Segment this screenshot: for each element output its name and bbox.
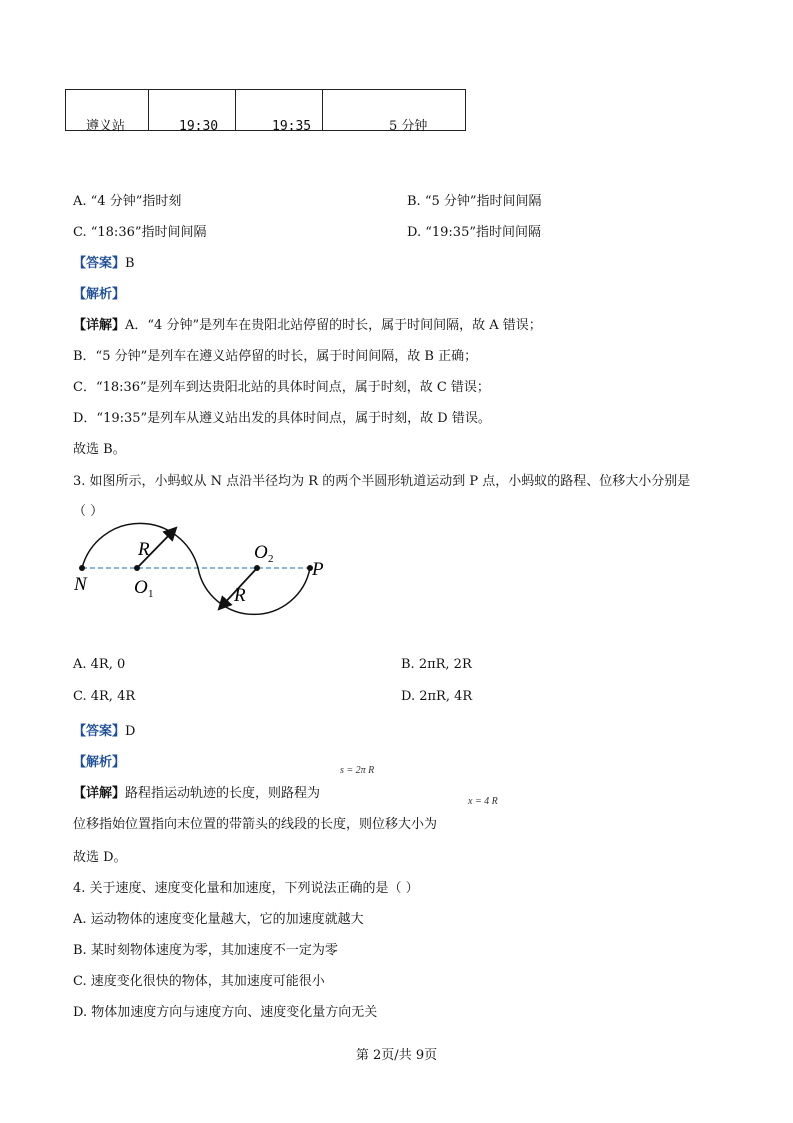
table-cell [323, 90, 465, 134]
q4-option-d: D. 物体加速度方向与速度方向、速度变化量方向无关 [73, 1005, 378, 1020]
point-o1 [134, 565, 140, 571]
cell-stop-duration: 5 分钟 [389, 119, 428, 134]
q2-detail-line1 [73, 314, 542, 333]
q3-stem: 3. 如图所示，小蚂蚁从 N 点沿半径均为 R 的两个半圆形轨道运动到 P 点，小蚂蚁的路程、位移大小分别是 [73, 474, 691, 489]
q2-option-b: B. “5 分钟”指时间间隔 [407, 194, 542, 209]
q3-eq-displacement: x = 4 R [468, 796, 498, 807]
cell-arrival: 19:30 [179, 119, 219, 134]
q2-detail-line3: C．“18:36”是列车到达贵阳北站的具体时间点，属于时刻，故 C 错误； [73, 380, 490, 395]
detail-text: 路程指运动轨迹的长度，则路程为 [125, 786, 321, 801]
detail-label: 【详解】 [73, 318, 126, 333]
q4-option-b: B. 某时刻物体速度为零，其加速度不一定为零 [73, 943, 338, 958]
label-o1: O [134, 577, 148, 598]
table-cell [236, 90, 323, 134]
q2-detail-line2: B．“5 分钟”是列车在遵义站停留的时长，属于时间间隔，故 B 正确； [73, 349, 478, 364]
q2-option-a: A. “4 分钟”指时刻 [73, 194, 182, 209]
table-cell [149, 90, 236, 134]
answer-value: D [125, 724, 136, 739]
detail-text: A．“4 分钟”是列车在贵阳北站停留的时长，属于时间间隔，故 A 错误； [125, 318, 542, 333]
semicircle-track-figure [70, 505, 340, 640]
answer-label: 【答案】 [73, 256, 126, 271]
page-footer: 第 2页/共 9页 [355, 1048, 438, 1063]
q3-answer [73, 720, 135, 739]
label-o2-sub: 2 [268, 553, 274, 565]
q3-detail-line1 [73, 782, 320, 801]
q3-option-d: D. 2πR, 4R [401, 689, 473, 704]
label-o1-sub: 1 [148, 588, 154, 600]
q3-option-b: B. 2πR, 2R [401, 657, 472, 672]
q2-conclusion: 故选 B。 [73, 442, 126, 457]
q3-detail-line2: 位移指始位置指向末位置的带箭头的线段的长度，则位移大小为 [73, 817, 438, 832]
label-r2: R [234, 585, 246, 606]
q3-conclusion: 故选 D。 [73, 850, 127, 865]
q3-eq-path: s = 2π R [340, 765, 375, 776]
point-n [79, 565, 85, 571]
label-r1: R [138, 539, 150, 560]
q4-option-c: C. 速度变化很快的物体，其加速度可能很小 [73, 974, 325, 989]
q3-option-c: C. 4R, 4R [73, 689, 136, 704]
q3-analysis-label: 【解析】 [73, 755, 126, 770]
table-cell [66, 90, 149, 134]
q3-stem-bracket: （ ） [73, 504, 104, 519]
q2-answer [73, 252, 135, 271]
label-p: P [312, 559, 324, 580]
answer-value: B [125, 256, 135, 271]
q2-option-c: C. “18:36”指时间间隔 [73, 225, 207, 240]
lower-semicircle [198, 568, 310, 614]
schedule-table [65, 89, 466, 134]
q4-stem: 4. 关于速度、速度变化量和加速度，下列说法正确的是（ ） [73, 881, 419, 896]
label-o2: O [254, 542, 268, 563]
label-n: N [74, 574, 87, 595]
q2-analysis-label: 【解析】 [73, 287, 126, 302]
cell-departure: 19:35 [272, 119, 312, 134]
cell-station: 遵义站 [86, 119, 126, 134]
q2-detail-line4: D．“19:35”是列车从遵义站出发的具体时间点，属于时刻，故 D 错误。 [73, 411, 491, 426]
q3-option-a: A. 4R, 0 [73, 657, 126, 672]
answer-label: 【答案】 [73, 724, 126, 739]
point-o2 [254, 565, 260, 571]
detail-label: 【详解】 [73, 786, 126, 801]
q4-option-a: A. 运动物体的速度变化量越大，它的加速度就越大 [73, 912, 364, 927]
q2-option-d: D. “19:35”指时间间隔 [407, 225, 541, 240]
